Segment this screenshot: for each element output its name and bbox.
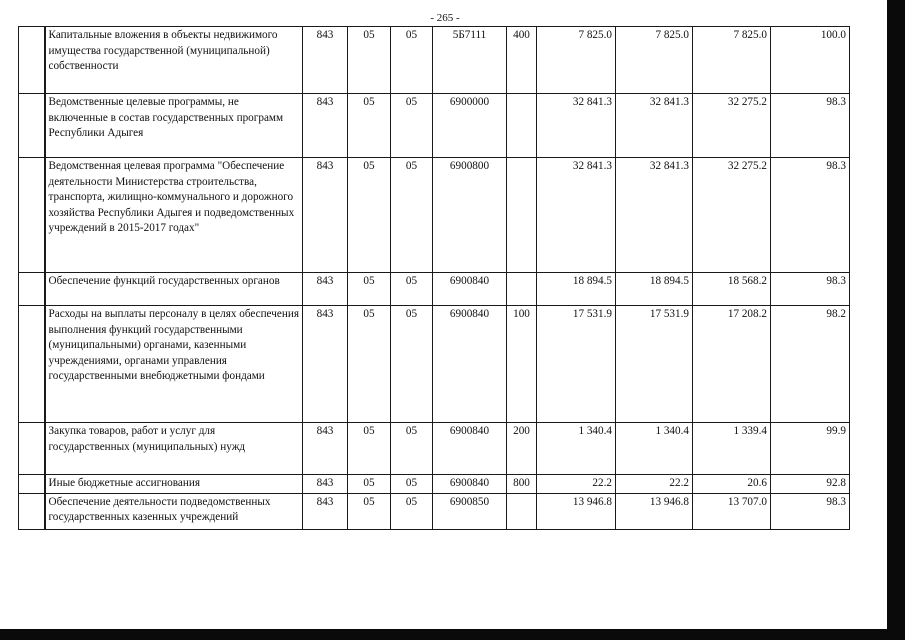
- target-article: 6900840: [433, 475, 507, 494]
- execution-percent: 99.9: [771, 423, 850, 475]
- subsection-code: 05: [391, 306, 433, 423]
- section-code: 05: [348, 423, 391, 475]
- row-name: Иные бюджетные ассигнования: [45, 475, 303, 494]
- margin-cell: [19, 273, 45, 306]
- margin-cell: [19, 158, 45, 273]
- subsection-code: 05: [391, 423, 433, 475]
- specified-amount: 1 340.4: [616, 423, 693, 475]
- budget-table: [18, 26, 850, 530]
- approved-amount: 22.2: [537, 475, 616, 494]
- expense-type: [507, 273, 537, 306]
- executed-amount: 7 825.0: [693, 27, 771, 94]
- ministry-code: 843: [303, 94, 348, 158]
- specified-amount: 13 946.8: [616, 493, 693, 529]
- margin-cell: [19, 475, 45, 494]
- executed-amount: 32 275.2: [693, 94, 771, 158]
- row-name: Ведомственная целевая программа "Обеспечение деятельности Министерства строительства, транспорта, жилищно-коммунального и дорожного хозяйства Республики Адыгея и подведомственных учреждений в 2015-2017 годах": [45, 158, 303, 273]
- expense-type: [507, 493, 537, 529]
- scan-edge-bottom: [0, 629, 905, 640]
- approved-amount: 13 946.8: [537, 493, 616, 529]
- executed-amount: 13 707.0: [693, 493, 771, 529]
- subsection-code: 05: [391, 475, 433, 494]
- executed-amount: 17 208.2: [693, 306, 771, 423]
- specified-amount: 32 841.3: [616, 94, 693, 158]
- specified-amount: 7 825.0: [616, 27, 693, 94]
- row-name: Закупка товаров, работ и услуг для государственных (муниципальных) нужд: [45, 423, 303, 475]
- ministry-code: 843: [303, 158, 348, 273]
- target-article: 6900840: [433, 306, 507, 423]
- section-code: 05: [348, 94, 391, 158]
- section-code: 05: [348, 475, 391, 494]
- executed-amount: 20.6: [693, 475, 771, 494]
- margin-cell: [19, 423, 45, 475]
- execution-percent: 100.0: [771, 27, 850, 94]
- expense-type: [507, 94, 537, 158]
- execution-percent: 98.3: [771, 158, 850, 273]
- approved-amount: 32 841.3: [537, 94, 616, 158]
- row-name: Обеспечение деятельности подведомственных государственных казенных учреждений: [45, 493, 303, 529]
- margin-cell: [19, 493, 45, 529]
- approved-amount: 17 531.9: [537, 306, 616, 423]
- ministry-code: 843: [303, 306, 348, 423]
- specified-amount: 17 531.9: [616, 306, 693, 423]
- target-article: 5Б7111: [433, 27, 507, 94]
- specified-amount: 22.2: [616, 475, 693, 494]
- row-name: Капитальные вложения в объекты недвижимого имущества государственной (муниципальной) собственности: [45, 27, 303, 94]
- specified-amount: 18 894.5: [616, 273, 693, 306]
- row-name: Ведомственные целевые программы, не включенные в состав государственных программ Республики Адыгея: [45, 94, 303, 158]
- expense-type: 400: [507, 27, 537, 94]
- subsection-code: 05: [391, 158, 433, 273]
- executed-amount: 32 275.2: [693, 158, 771, 273]
- table-row: [19, 475, 850, 494]
- row-name: Обеспечение функций государственных органов: [45, 273, 303, 306]
- approved-amount: 7 825.0: [537, 27, 616, 94]
- target-article: 6900850: [433, 493, 507, 529]
- ministry-code: 843: [303, 273, 348, 306]
- table-row: [19, 273, 850, 306]
- table-body: [19, 27, 850, 530]
- executed-amount: 1 339.4: [693, 423, 771, 475]
- execution-percent: 98.3: [771, 94, 850, 158]
- section-code: 05: [348, 158, 391, 273]
- section-code: 05: [348, 306, 391, 423]
- ministry-code: 843: [303, 475, 348, 494]
- approved-amount: 32 841.3: [537, 158, 616, 273]
- target-article: 6900000: [433, 94, 507, 158]
- expense-type: [507, 158, 537, 273]
- table-row: [19, 423, 850, 475]
- target-article: 6900840: [433, 423, 507, 475]
- ministry-code: 843: [303, 27, 348, 94]
- execution-percent: 98.3: [771, 493, 850, 529]
- table-row: [19, 158, 850, 273]
- section-code: 05: [348, 27, 391, 94]
- target-article: 6900800: [433, 158, 507, 273]
- target-article: 6900840: [433, 273, 507, 306]
- margin-cell: [19, 27, 45, 94]
- execution-percent: 98.3: [771, 273, 850, 306]
- ministry-code: 843: [303, 493, 348, 529]
- section-code: 05: [348, 493, 391, 529]
- subsection-code: 05: [391, 273, 433, 306]
- expense-type: 800: [507, 475, 537, 494]
- execution-percent: 92.8: [771, 475, 850, 494]
- table-row: [19, 493, 850, 529]
- margin-cell: [19, 306, 45, 423]
- section-code: 05: [348, 273, 391, 306]
- approved-amount: 18 894.5: [537, 273, 616, 306]
- scan-edge-right: [887, 0, 905, 640]
- table-row: [19, 94, 850, 158]
- page-number: - 265 -: [430, 12, 460, 24]
- expense-type: 100: [507, 306, 537, 423]
- table-row: [19, 27, 850, 94]
- executed-amount: 18 568.2: [693, 273, 771, 306]
- subsection-code: 05: [391, 94, 433, 158]
- specified-amount: 32 841.3: [616, 158, 693, 273]
- subsection-code: 05: [391, 493, 433, 529]
- margin-cell: [19, 94, 45, 158]
- approved-amount: 1 340.4: [537, 423, 616, 475]
- table-row: [19, 306, 850, 423]
- expense-type: 200: [507, 423, 537, 475]
- subsection-code: 05: [391, 27, 433, 94]
- row-name: Расходы на выплаты персоналу в целях обеспечения выполнения функций государственными (муниципальными) органами, казенными учреждениями, органами управления государственными внебюджетными фондами: [45, 306, 303, 423]
- execution-percent: 98.2: [771, 306, 850, 423]
- ministry-code: 843: [303, 423, 348, 475]
